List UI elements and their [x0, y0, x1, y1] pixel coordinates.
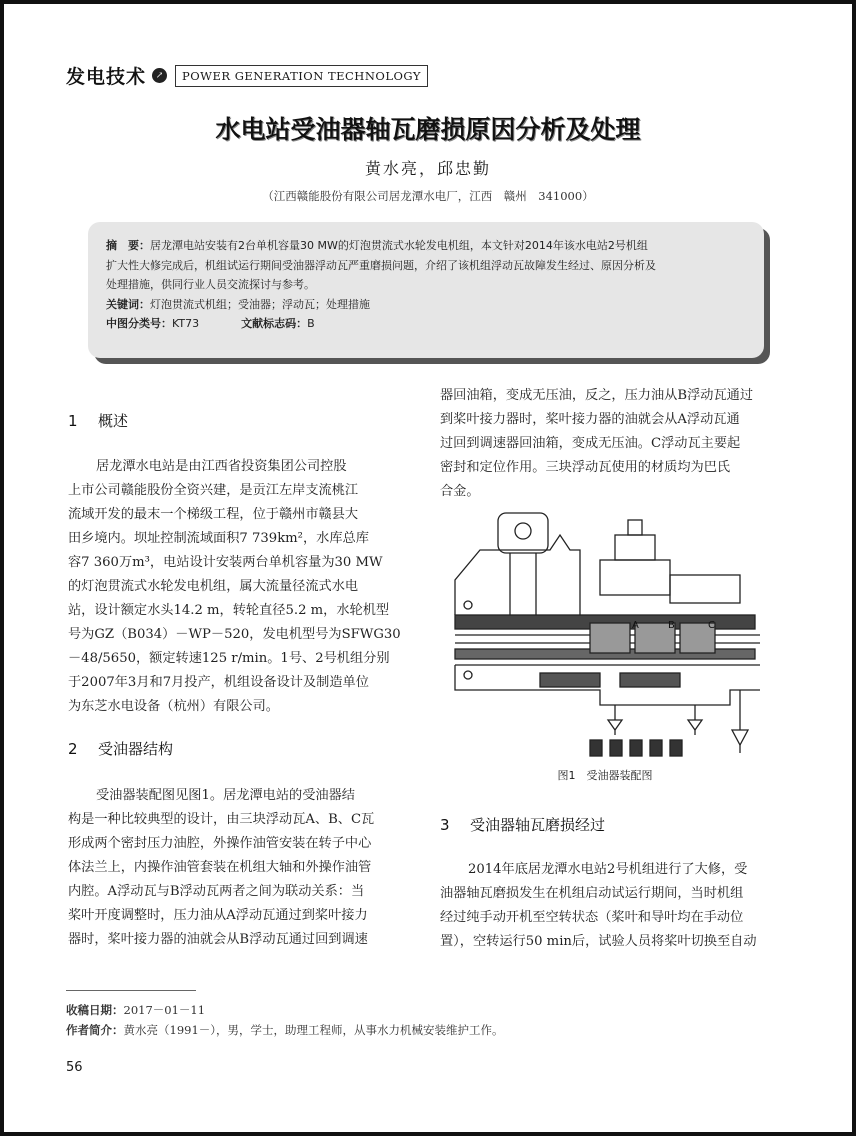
- right-column-body: 器回油箱，变成无压油，反之，压力油从B浮动瓦通过 到桨叶接力器时，桨叶接力器的油就会从A浮动瓦通 过回到调速器回油箱，变成无压油。C浮动瓦主要起 密封和定位作用。三块浮动瓦使用的材质均为巴氏 合金。: [440, 388, 754, 499]
- keywords: 灯泡贯流式机组；受油器；浮动瓦；处理措施: [150, 297, 370, 311]
- label-b: B: [668, 620, 675, 631]
- abstract-line: 扩大性大修完成后，机组试运行期间受油器浮动瓦严重磨损问题，介绍了该机组浮动瓦故障发生经过、原因分析及: [106, 258, 656, 272]
- clc-label: 中图分类号：: [106, 317, 172, 330]
- keywords-label: 关键词：: [106, 297, 150, 311]
- authors: 黄水亮，邱忠勤: [364, 159, 491, 178]
- arrow-circle-icon: ↗: [152, 68, 167, 83]
- author-bio: 作者简介：黄水亮（1991－），男，学士，助理工程师，从事水力机械安装维护工作。: [66, 1023, 504, 1037]
- journal-name: 发电技术: [66, 66, 147, 88]
- label-c: C: [708, 620, 715, 631]
- abstract-label: 摘 要：: [106, 239, 150, 252]
- section-1-body: 居龙潭水电站是由江西省投资集团公司控股 上市公司赣能股份全资兴建，是贡江左岸支流桃江 流域开发的最末一个梯级工程，位于赣州市赣县大 田乡境内。坝址控制流域面积7 739km²，水库总库 容7 360万m³，电站设计安装两台单机容量为30 MW 的灯泡贯流式水轮发电机组，属大流量径流式水电 站，设计额定水头14.2 m，转轮直径5.2 m，水轮机型 号为GZ（B034）－WP－520，发电机型号为SFWG30 －48/5650，额定转速125 r/min。1号、2号机组分别 于2007年3月和7月投产，机组设备设计及制造单位 为东芝水电设备（杭州）有限公司。: [68, 459, 401, 714]
- section-english-label: POWER GENERATION TECHNOLOGY: [175, 65, 428, 87]
- oil-receiver-assembly-diagram: [440, 505, 770, 760]
- section-3-heading: 3 受油器轴瓦磨损经过: [440, 816, 606, 834]
- section-2-body: 受油器装配图见图1。居龙潭电站的受油器结 构是一种比较典型的设计，由三块浮动瓦A、B、C瓦 形成两个密封压力油腔，外操作油管安装在转子中心 体法兰上，内操作油管套装在机组大轴和外操作油管 内腔。A浮动瓦与B浮动瓦两者之间为联动关系：当 桨叶开度调整时，压力油从A浮动瓦通过到桨叶接力 器时，桨叶接力器的油就会从B浮动瓦通过回到调速: [68, 788, 375, 947]
- doc-code-label: 文献标志码：: [241, 317, 308, 330]
- section-2-heading: 2 受油器结构: [68, 740, 174, 758]
- journal-header: [66, 62, 428, 89]
- figure-caption: 图1 受油器装配图: [557, 769, 653, 782]
- label-a: A: [632, 620, 639, 631]
- abstract-line: 居龙潭电站安装有2台单机容量30 MW的灯泡贯流式水轮发电机组，本文针对2014年该水电站2号机组: [150, 239, 648, 252]
- clc-code: KT73: [172, 317, 200, 330]
- footnote-divider: [66, 990, 196, 991]
- page-number: 56: [66, 1060, 83, 1075]
- section-1-heading: 1 概述: [68, 412, 129, 430]
- doc-code: B: [307, 317, 315, 330]
- affiliation: （江西赣能股份有限公司居龙潭水电厂，江西 赣州 341000）: [262, 189, 594, 203]
- received-date: 收稿日期：2017－01－11: [66, 1003, 206, 1017]
- section-3-body: 2014年底居龙潭水电站2号机组进行了大修，受 油器轴瓦磨损发生在机组启动试运行期间，当时机组 经过纯手动开机至空转状态（桨叶和导叶均在手动位 置），空转运行50 min后，试验人员将桨叶切换至自动: [440, 862, 757, 949]
- abstract-line: 处理措施，供同行业人员交流探讨与参考。: [106, 278, 315, 291]
- abstract-box: [88, 222, 764, 358]
- article-title: 水电站受油器轴瓦磨损原因分析及处理: [215, 115, 641, 144]
